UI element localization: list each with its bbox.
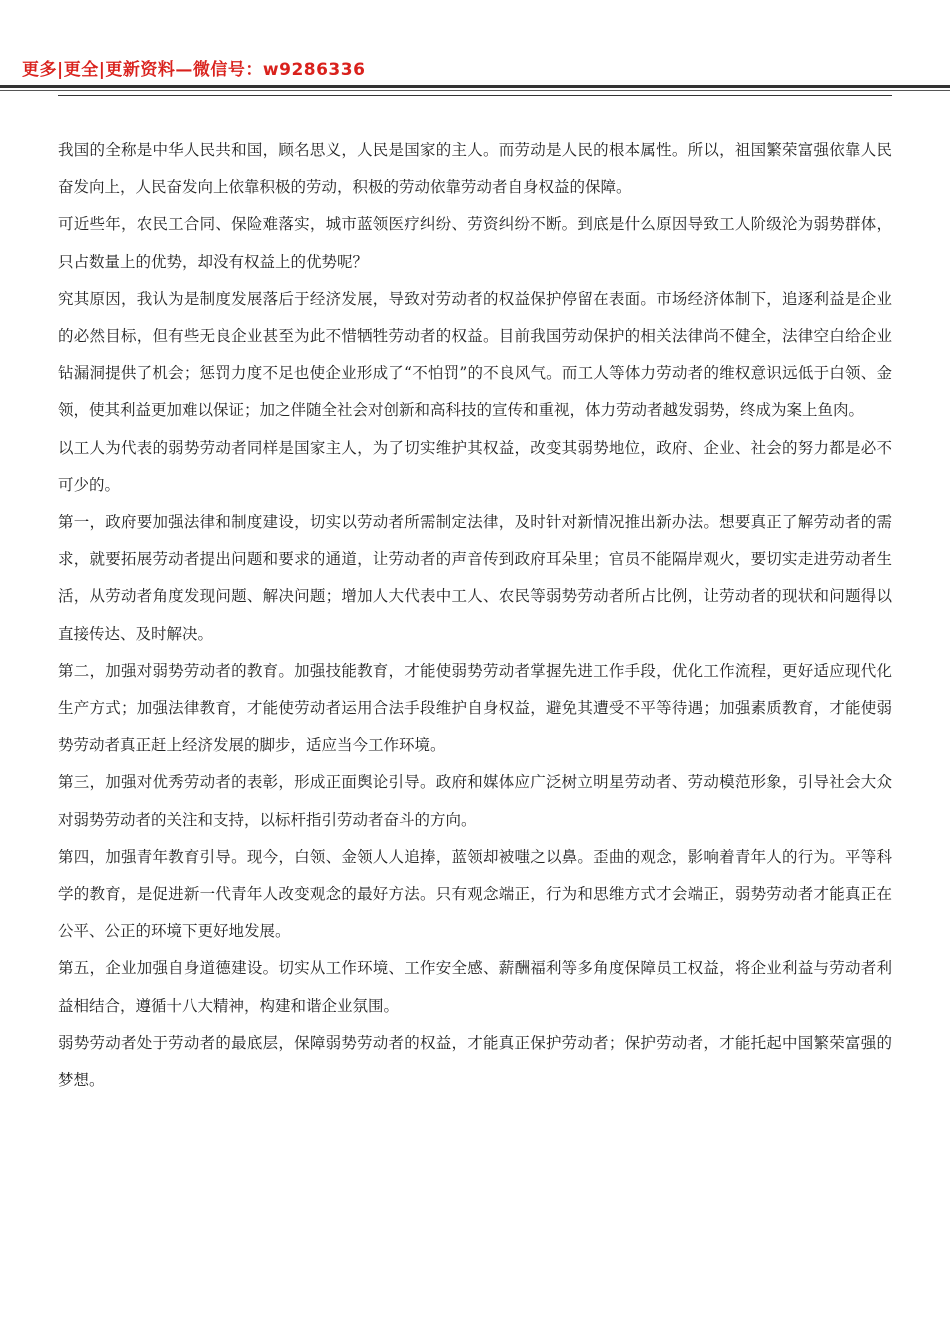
header-rule-thin xyxy=(0,90,950,91)
paragraph-transition: 以工人为代表的弱势劳动者同样是国家主人，为了切实维护其权益，改变其弱势地位，政府、企业、社会的努力都是必不可少的。 xyxy=(58,438,892,494)
paragraph-question: 可近些年，农民工合同、保险难落实，城市蓝领医疗纠纷、劳资纠纷不断。到底是什么原因导致工人阶级沦为弱势群体，只占数量上的优势，却没有权益上的优势呢？ xyxy=(58,215,892,271)
article-body xyxy=(58,132,892,1099)
paragraph-point-4: 第四，加强青年教育引导。现今，白领、金领人人追捧，蓝领却被嗤之以鼻。歪曲的观念，影响着青年人的行为。平等科学的教育，是促进新一代青年人改变观念的最好方法。只有观念端正，行为和思维方式才会端正，弱势劳动者才能真正在公平、公正的环境下更好地发展。 xyxy=(58,847,892,941)
header-banner: 更多|更全|更新资料—微信号：w9286336 xyxy=(22,60,366,80)
header-rule-thick xyxy=(0,85,950,88)
paragraph-point-3: 第三，加强对优秀劳动者的表彰，形成正面舆论引导。政府和媒体应广泛树立明星劳动者、劳动模范形象，引导社会大众对弱势劳动者的关注和支持，以标杆指引劳动者奋斗的方向。 xyxy=(58,773,892,829)
paragraph-point-2: 第二，加强对弱势劳动者的教育。加强技能教育，才能使弱势劳动者掌握先进工作手段，优化工作流程，更好适应现代化生产方式；加强法律教育，才能使劳动者运用合法手段维护自身权益，避免其遭受不平等待遇；加强素质教育，才能使弱势劳动者真正赶上经济发展的脚步，适应当今工作环境。 xyxy=(58,661,892,755)
page-header xyxy=(0,0,950,100)
paragraph-conclusion: 弱势劳动者处于劳动者的最底层，保障弱势劳动者的权益，才能真正保护劳动者；保护劳动者，才能托起中国繁荣富强的梦想。 xyxy=(58,1033,892,1090)
paragraph-point-5: 第五，企业加强自身道德建设。切实从工作环境、工作安全感、薪酬福利等多角度保障员工权益，将企业利益与劳动者利益相结合，遵循十八大精神，构建和谐企业氛围。 xyxy=(58,959,892,1015)
paragraph-intro: 我国的全称是中华人民共和国，顾名思义，人民是国家的主人。而劳动是人民的根本属性。所以，祖国繁荣富强依靠人民奋发向上，人民奋发向上依靠积极的劳动，积极的劳动依靠劳动者自身权益的保障。 xyxy=(58,141,892,197)
paragraph-cause: 究其原因，我认为是制度发展落后于经济发展，导致对劳动者的权益保护停留在表面。市场经济体制下，追逐利益是企业的必然目标，但有些无良企业甚至为此不惜牺牲劳动者的权益。目前我国劳动保护的相关法律尚不健全，法律空白给企业钻漏洞提供了机会；惩罚力度不足也使企业形成了“不怕罚”的不良风气。而工人等体力劳动者的维权意识远低于白领、金领，使其利益更加难以保证；加之伴随全社会对创新和高科技的宣传和重视，体力劳动者越发弱势，终成为案上鱼肉。 xyxy=(58,289,892,420)
content-top-rule xyxy=(58,95,892,96)
paragraph-point-1: 第一，政府要加强法律和制度建设，切实以劳动者所需制定法律，及时针对新情况推出新办法。想要真正了解劳动者的需求，就要拓展劳动者提出问题和要求的通道，让劳动者的声音传到政府耳朵里；官员不能隔岸观火，要切实走进劳动者生活，从劳动者角度发现问题、解决问题；增加人大代表中工人、农民等弱势劳动者所占比例，让劳动者的现状和问题得以直接传达、及时解决。 xyxy=(58,513,892,643)
